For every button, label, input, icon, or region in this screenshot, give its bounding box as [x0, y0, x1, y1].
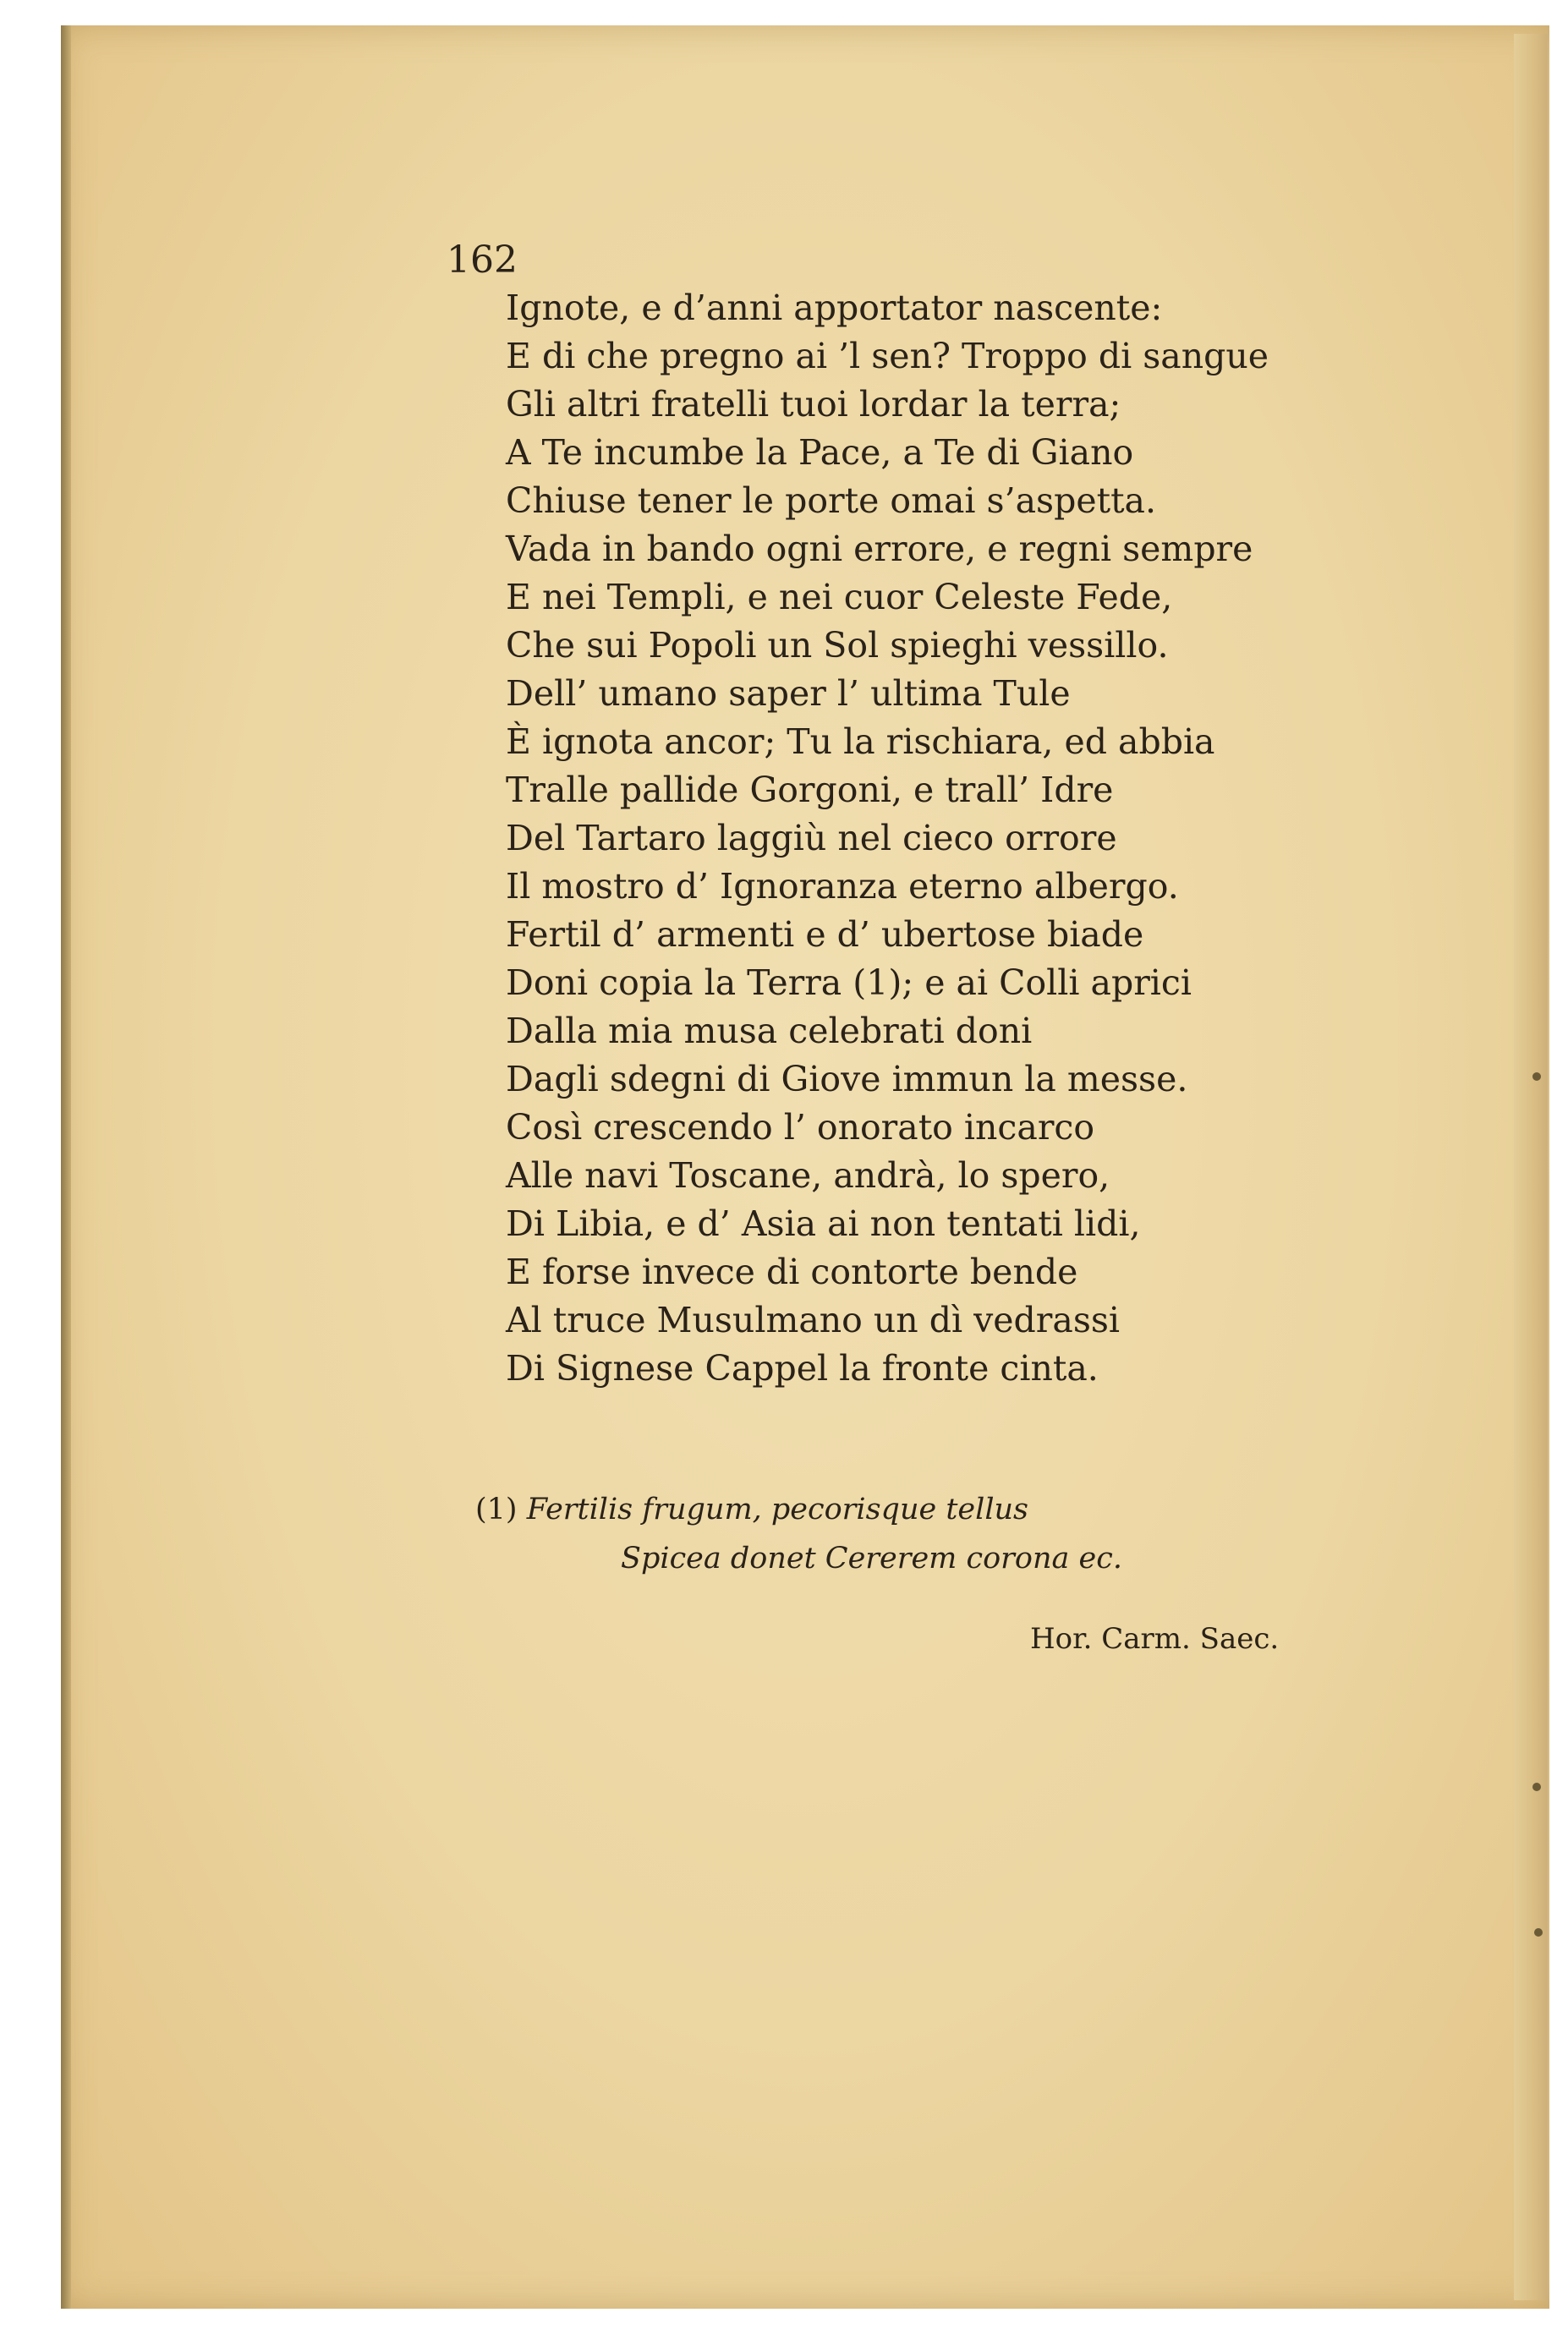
footnote-line: Spicea donet Cererem corona ec. [621, 1542, 1122, 1576]
verse-line: Di Libia, e d’ Asia ai non tentati lidi, [506, 1203, 1141, 1244]
verse-line: Tralle pallide Gorgoni, e trall’ Idre [506, 770, 1114, 810]
verse-line: Che sui Popoli un Sol spieghi vessillo. [506, 625, 1169, 666]
verse-line: Doni copia la Terra (1); e ai Colli aprici [506, 962, 1192, 1003]
verse-line: Vada in bando ogni errore, e regni sempre [506, 529, 1253, 569]
binding-hole [1532, 1072, 1541, 1081]
footnote-attribution: Hor. Carm. Saec. [1030, 1622, 1280, 1656]
verse-line: Alle navi Toscane, andrà, lo spero, [506, 1155, 1110, 1196]
verse-line: Ignote, e d’anni apportator nascente: [506, 288, 1163, 328]
footnote [475, 1485, 1236, 1583]
verse-line: È ignota ancor; Tu la rischiara, ed abbia [506, 721, 1215, 762]
page-right-edge [1514, 34, 1548, 2300]
verse-line: Al truce Musulmano un dì vedrassi [506, 1300, 1121, 1340]
verse-block [506, 284, 1351, 1393]
verse-line: Fertil d’ armenti e d’ ubertose biade [506, 914, 1144, 955]
footnote-marker: (1) [475, 1493, 518, 1526]
verse-line: Chiuse tener le porte omai s’aspetta. [506, 480, 1157, 521]
verse-line: Di Signese Cappel la fronte cinta. [506, 1348, 1099, 1389]
verse-line: E di che pregno ai ’l sen? Troppo di sangue [506, 336, 1269, 376]
verse-line: E nei Templi, e nei cuor Celeste Fede, [506, 577, 1173, 617]
verse-line: A Te incumbe la Pace, a Te di Giano [506, 432, 1134, 473]
verse-line: Il mostro d’ Ignoranza eterno albergo. [506, 866, 1179, 907]
verse-line: Dalla mia musa celebrati doni [506, 1011, 1033, 1051]
verse-line: E forse invece di contorte bende [506, 1252, 1078, 1292]
binding-hole [1532, 1783, 1541, 1791]
verse-line: Del Tartaro laggiù nel cieco orrore [506, 818, 1117, 858]
verse-line: Così crescendo l’ onorato incarco [506, 1107, 1095, 1148]
binding-hole [1534, 1928, 1543, 1937]
verse-line: Gli altri fratelli tuoi lordar la terra; [506, 384, 1121, 425]
verse-line: Dell’ umano saper l’ ultima Tule [506, 673, 1071, 714]
page-number: 162 [447, 238, 518, 282]
verse-line: Dagli sdegni di Giove immun la messe. [506, 1059, 1188, 1099]
page-left-edge [61, 25, 71, 2309]
footnote-line: Fertilis frugum, pecorisque tellus [526, 1493, 1029, 1526]
